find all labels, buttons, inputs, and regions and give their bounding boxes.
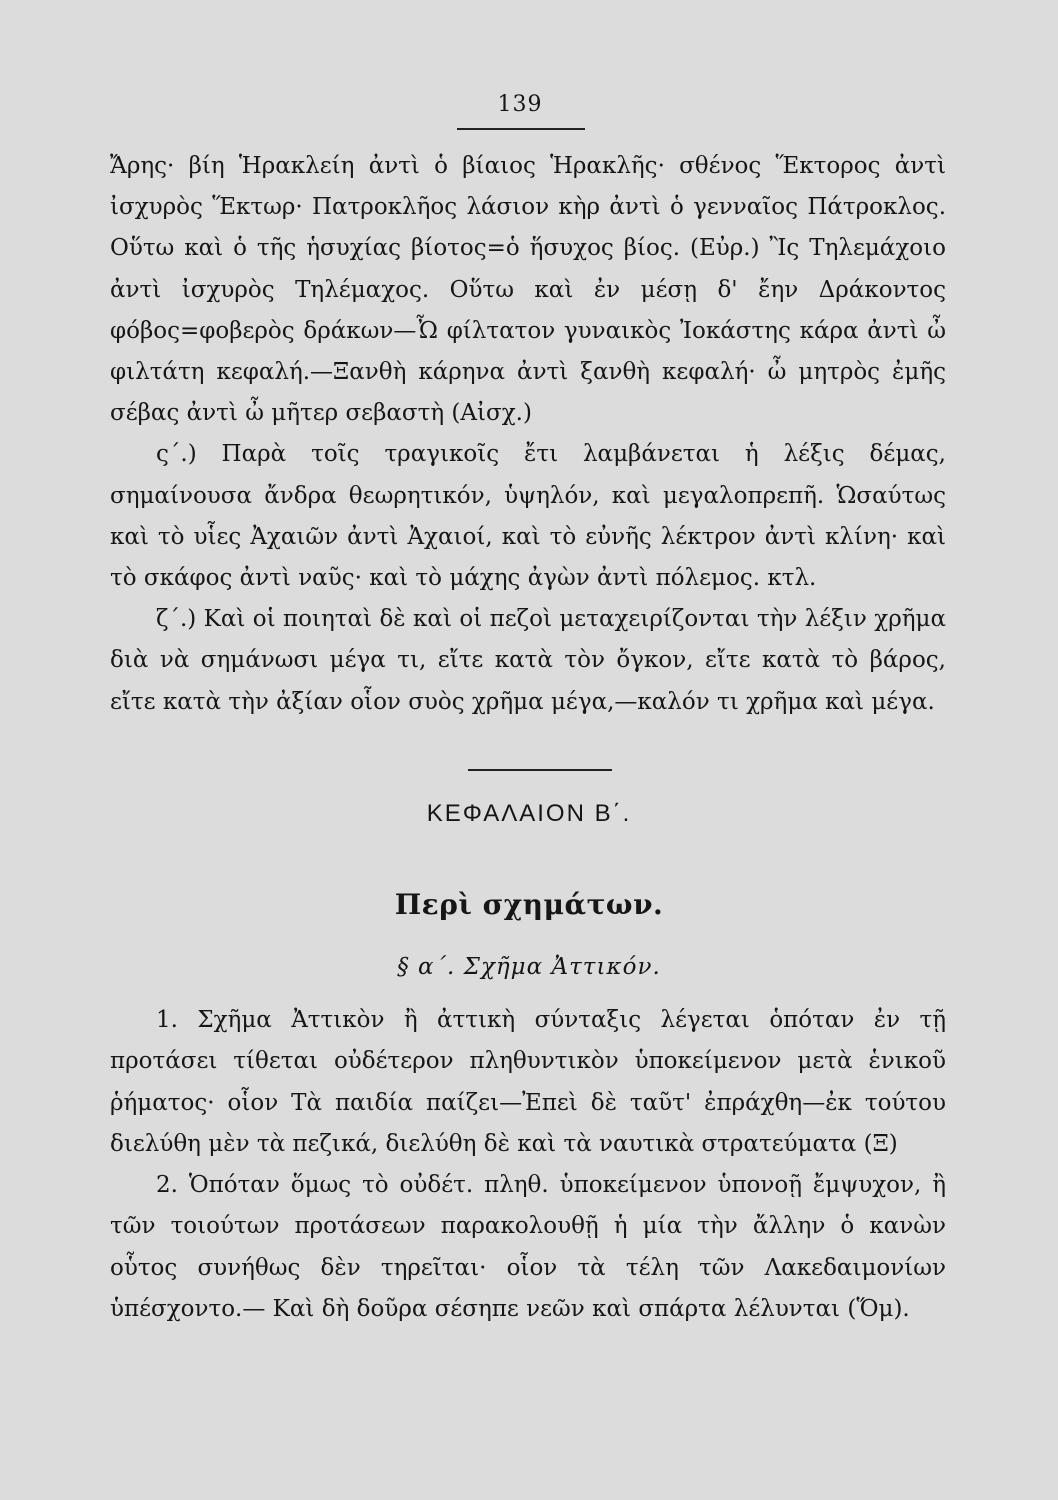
paragraph: 1. Σχῆμα Ἀττικὸν ἢ ἀττικὴ σύνταξις λέγεται ὁπόταν ἐν τῇ προτάσει τίθεται οὐδέτερον πληθυντικὸν ὑποκείμενον μετὰ ἑνικοῦ ῥήματος· οἷον Τὰ παιδία παίζει—Ἐπεὶ δὲ ταῦτ' ἐπράχθη—ἐκ τούτου διελύθη μὲν τὰ πεζικά, διελύθη δὲ καὶ τὰ ναυτικὰ στρατεύματα (Ξ) (110, 1007, 946, 1157)
subsection-title: § α΄. Σχῆμα Ἀττικόν. (397, 954, 661, 980)
page-number-rule (457, 128, 585, 130)
chapter-heading: ΚΕΦΑΛΑΙΟΝ Β΄. (426, 800, 632, 827)
paragraph: ζ΄.) Καὶ οἱ ποιηταὶ δὲ καὶ οἱ πεζοὶ μεταχειρίζονται τὴν λέξιν χρῆμα διὰ νὰ σημάνωσι μέγα τι, εἴτε κατὰ τὸν ὄγκον, εἴτε κατὰ τὸ βάρος, εἴτε κατὰ τὴν ἀξίαν οἷον συὸς χρῆμα μέγα,—καλόν τι χρῆμα καὶ μέγα. (110, 606, 946, 715)
separator-rule (468, 769, 612, 771)
paragraph: ς΄.) Παρὰ τοῖς τραγικοῖς ἔτι λαμβάνεται ἡ λέξις δέμας, σημαίνουσα ἄνδρα θεωρητικόν, ὑψηλόν, καὶ μεγαλοπρεπῆ. Ὡσαύτως καὶ τὸ υἷες Ἀχαιῶν ἀντὶ Ἀχαιοί, καὶ τὸ εὐνῆς λέκτρον ἀντὶ κλίνη· καὶ τὸ σκάφος ἀντὶ ναῦς· καὶ τὸ μάχης ἀγὼν ἀντὶ πόλεμος. κτλ. (110, 441, 946, 592)
section-title: Περὶ σχημάτων. (394, 888, 664, 921)
page-number: 139 (497, 92, 543, 117)
text-block-lower (110, 1000, 946, 1330)
paragraph: 2. Ὁπόταν ὅμως τὸ οὐδέτ. πληθ. ὑποκείμενον ὑπονοῇ ἔμψυχον, ἢ τῶν τοιούτων προτάσεων παρακολουθῇ ἡ μία τὴν ἄλλην ὁ κανὼν οὗτος συνήθως δὲν τηρεῖται· οἷον τὰ τέλη τῶν Λακεδαιμονίων ὑπέσχοντο.— Καὶ δὴ δοῦρα σέσηπε νεῶν καὶ σπάρτα λέλυνται (Ὅμ). (110, 1172, 946, 1323)
text-block-upper (110, 146, 946, 723)
paragraph: Ἄρης· βίη Ἡρακλείη ἀντὶ ὁ βίαιος Ἡρακλῆς· σθένος Ἕκτορος ἀντὶ ἰσχυρὸς Ἕκτωρ· Πατροκλῆος λάσιον κὴρ ἀντὶ ὁ γενναῖος Πάτροκλος. Οὕτω καὶ ὁ τῆς ἡσυχίας βίοτος=ὁ ἥσυχος βίος. (Εὐρ.) Ἲς Τηλεμάχοιο ἀντὶ ἰσχυρὸς Τηλέμαχος. Οὕτω καὶ ἐν μέσῃ δ' ἔην Δράκοντος φόβος=φοβερὸς δράκων—Ὦ φίλτατον γυναικὸς Ἰοκάστης κάρα ἀντὶ ὦ φιλτάτη κεφαλή.—Ξανθὴ κάρηνα ἀντὶ ξανθὴ κεφαλή· ὦ μητρὸς ἐμῆς σέβας ἀντὶ ὦ μῆτερ σεβαστὴ (Αἰσχ.) (110, 153, 946, 427)
